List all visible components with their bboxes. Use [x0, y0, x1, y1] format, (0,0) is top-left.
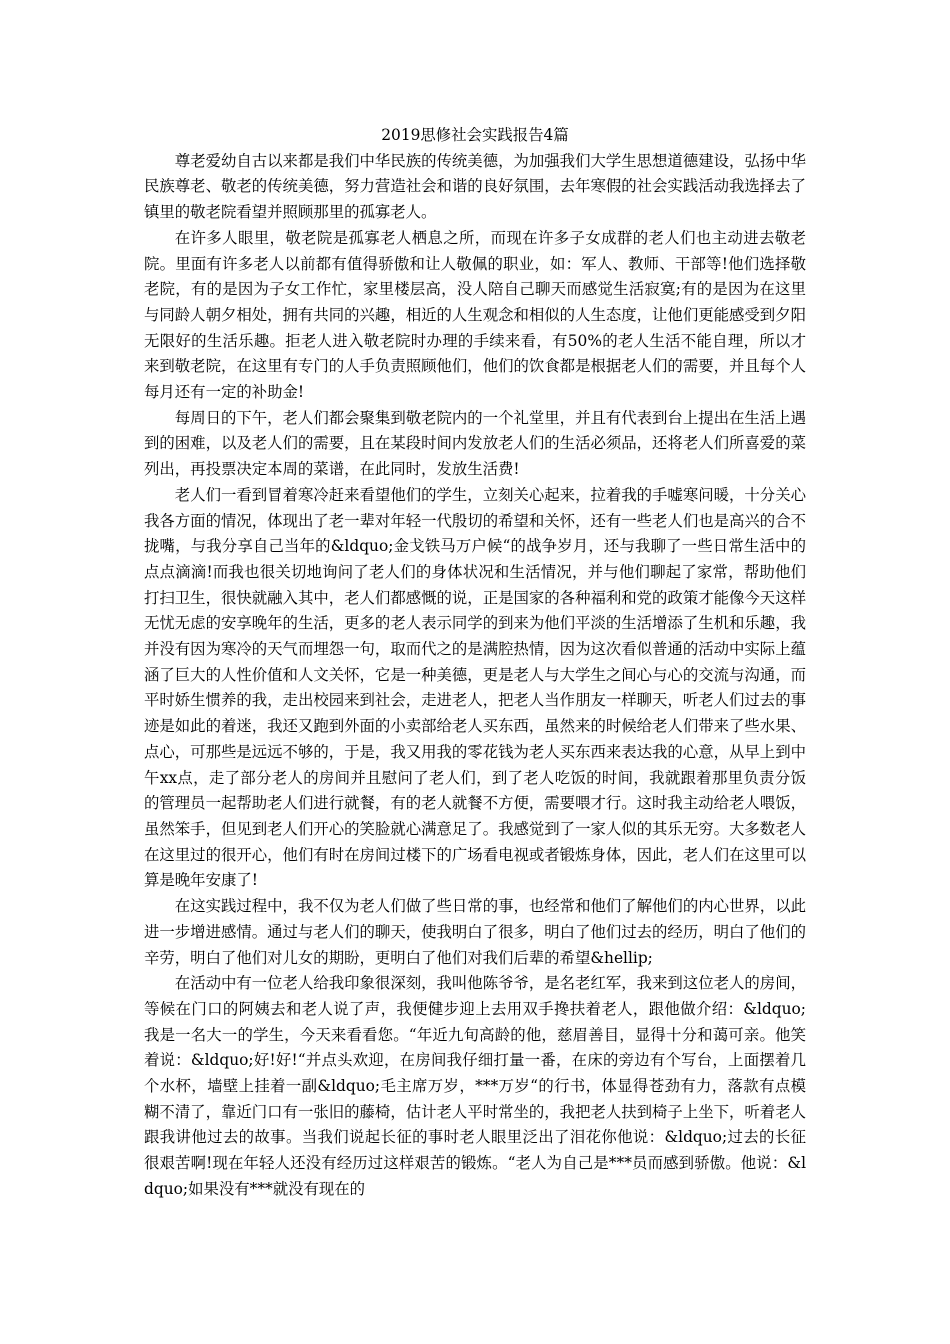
paragraph-5: 在这实践过程中，我不仅为老人们做了些日常的事，也经常和他们了解他们的内心世界，以此进一步增进感情。通过与老人们的聊天，使我明白了很多，明白了他们过去的经历，明白了他们的辛劳，明白了他们对儿女的期盼，更明白了他们对我们后辈的希望&hellip; [144, 897, 806, 967]
paragraph-4: 老人们一看到冒着寒冷赶来看望他们的学生，立刻关心起来，拉着我的手嘘寒问暖，十分关心我各方面的情况，体现出了老一辈对年轻一代殷切的希望和关怀，还有一些老人们也是高兴的合不拢嘴，与我分享自己当年的&ldquo;金戈铁马万户候“的战争岁月，还与我聊了一些日常生活中的点点滴滴!而我也很关切地询问了老人们的身体状况和生活情况，并与他们聊起了家常，帮助他们打扫卫生，很快就融入其中，老人们都感慨的说，正是国家的各种福利和党的政策才能像今天这样无忧无虑的安享晚年的生活，更多的老人表示同学的到来为他们平淡的生活增添了生机和乐趣，我并没有因为寒冷的天气而埋怨一句，取而代之的是满腔热情，因为这次看似普通的活动中实际上蕴涵了巨大的人性价值和人文关怀，它是一种美德，更是老人与大学生之间心与心的交流与沟通，而平时娇生惯养的我，走出校园来到社会，走进老人，把老人当作朋友一样聊天，听老人们过去的事迹是如此的着迷，我还又跑到外面的小卖部给老人买东西，虽然来的时候给老人们带来了些水果、点心，可那些是远远不够的，于是，我又用我的零花钱为老人买东西来表达我的心意，从早上到中午xx点，走了部分老人的房间并且慰问了老人们，到了老人吃饭的时间，我就跟着那里负责分饭的管理员一起帮助老人们进行就餐，有的老人就餐不方便，需要喂才行。这时我主动给老人喂饭，虽然笨手，但见到老人们开心的笑脸就心满意足了。我感觉到了一家人似的其乐无穷。大多数老人在这里过的很开心，他们有时在房间过楼下的广场看电视或者锻炼身体，因此，老人们在这里可以算是晚年安康了! [144, 485, 806, 890]
document-page [144, 123, 806, 1203]
paragraph-6: 在活动中有一位老人给我印象很深刻，我叫他陈爷爷，是名老红军，我来到这位老人的房间，等候在门口的阿姨去和老人说了声，我便健步迎上去用双手搀扶着老人，跟他做介绍：&ldquo;我是一名大一的学生，今天来看看您。“年近九旬高龄的他，慈眉善目，显得十分和蔼可亲。他笑着说：&ldquo;好!好!“并点头欢迎，在房间我仔细打量一番，在床的旁边有个写台，上面摆着几个水杯，墙壁上挂着一副&ldquo;毛主席万岁，***万岁“的行书，体显得苍劲有力，落款有点模糊不清了，靠近门口有一张旧的藤椅，估计老人平时常坐的，我把老人扶到椅子上坐下，听着老人跟我讲他过去的故事。当我们说起长征的事时老人眼里泛出了泪花你他说：&ldquo;过去的长征很艰苦啊!现在年轻人还没有经历过这样艰苦的锻炼。“老人为自己是***员而感到骄傲。他说：&ldquo;如果没有***就没有现在的 [144, 974, 806, 1198]
paragraph-3: 每周日的下午，老人们都会聚集到敬老院内的一个礼堂里，并且有代表到台上提出在生活上遇到的困难，以及老人们的需要，且在某段时间内发放老人们的生活必须品，还将老人们所喜爱的菜列出，再投票决定本周的菜谱，在此同时，发放生活费! [144, 408, 806, 479]
paragraph-1: 尊老爱幼自古以来都是我们中华民族的传统美德，为加强我们大学生思想道德建设，弘扬中华民族尊老、敬老的传统美德，努力营造社会和谐的良好氛围，去年寒假的社会实践活动我选择去了镇里的敬老院看望并照顾那里的孤寡老人。 [144, 151, 806, 222]
document-title: 2019思修社会实践报告4篇 [381, 126, 569, 144]
paragraph-2: 在许多人眼里，敬老院是孤寡老人栖息之所，而现在许多子女成群的老人们也主动进去敬老院。里面有许多老人以前都有值得骄傲和让人敬佩的职业，如：军人、教师、干部等!他们选择敬老院，有的是因为子女工作忙，家里楼层高，没人陪自己聊天而感觉生活寂寞;有的是因为在这里与同龄人朝夕相处，拥有共同的兴趣，相近的人生观念和相似的人生态度，让他们更能感受到夕阳无限好的生活乐趣。拒老人进入敬老院时办理的手续来看，有50%的老人生活不能自理，所以才来到敬老院，在这里有专门的人手负责照顾他们，他们的饮食都是根据老人们的需要，并且每个人每月还有一定的补助金! [144, 228, 806, 402]
